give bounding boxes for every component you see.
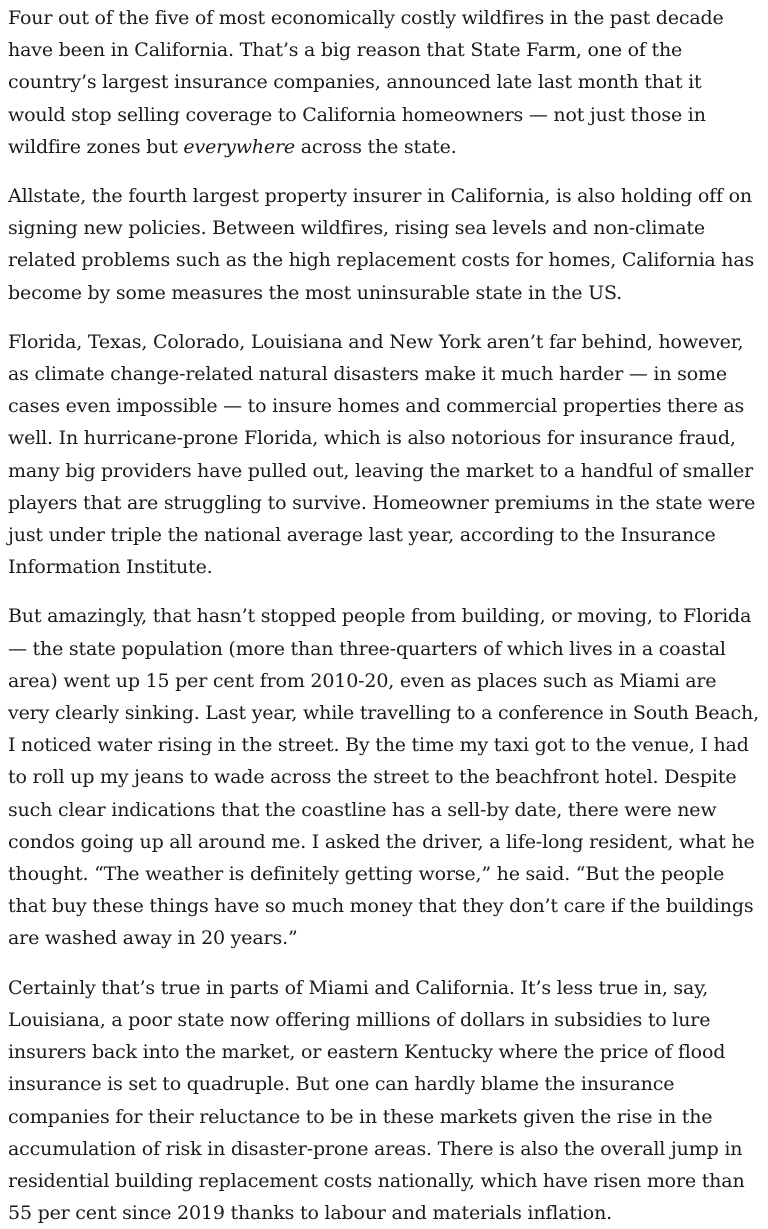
paragraph-1-emphasis: everywhere bbox=[183, 135, 296, 158]
paragraph-5: Certainly that’s true in parts of Miami and California. It’s less true in, say, Louisiana, a poor state now offering millions of dollars in subsidies to lure insurers back into the market, or eastern Kentucky where the price of flood insurance is set to quadruple. But one can hardly blame the insurance companies for their reluctance to be in these markets given the rise in the accumulation of risk in disaster-prone areas. There is also the overall jump in residential building replacement costs nationally, which have risen more than 55 per cent since 2019 thanks to labour and materials inflation. bbox=[8, 976, 745, 1225]
paragraph-1-text-end: across the state. bbox=[295, 135, 457, 158]
paragraph-1-text-start: Four out of the five of most economically costly wildfires in the past decade have been in California. That’s a big reason that State Farm, one of the country’s largest insurance companies, announced late last month that it would stop selling coverage to California homeowners — not just those in wildfire zones but bbox=[8, 7, 724, 158]
paragraph-3: Florida, Texas, Colorado, Louisiana and New York aren’t far behind, however, as climate change-related natural disasters make it much harder — in some cases even impossible — to insure homes and commercial properties there as well. In hurricane-prone Florida, which is also notorious for insurance fraud, many big providers have pulled out, leaving the market to a handful of smaller players that are struggling to survive. Homeowner premiums in the state were just under triple the national average last year, according to the Insurance Information Institute. bbox=[8, 330, 756, 579]
paragraph-4: But amazingly, that hasn’t stopped people from building, or moving, to Florida — the state population (more than three-quarters of which lives in a coastal area) went up 15 per cent from 2010-20, even as places such as Miami are very clearly sinking. Last year, while travelling to a conference in South Beach, I noticed water rising in the street. By the time my taxi got to the venue, I had to roll up my jeans to wade across the street to the beachfront hotel. Despite such clear indications that the coastline has a sell-by date, there were new condos going up all around me. I asked the driver, a life-long resident, what he thought. “The weather is definitely getting worse,” he said. “But the people that buy these things have so much money that they don’t care if the buildings are washed away in 20 years.” bbox=[8, 605, 759, 950]
paragraph-2: Allstate, the fourth largest property insurer in California, is also holding off on signing new policies. Between wildfires, rising sea levels and non-climate related problems such as the high replacement costs for homes, California has become by some measures the most uninsurable state in the US. bbox=[8, 185, 755, 304]
paragraph-1 bbox=[8, 2, 762, 163]
